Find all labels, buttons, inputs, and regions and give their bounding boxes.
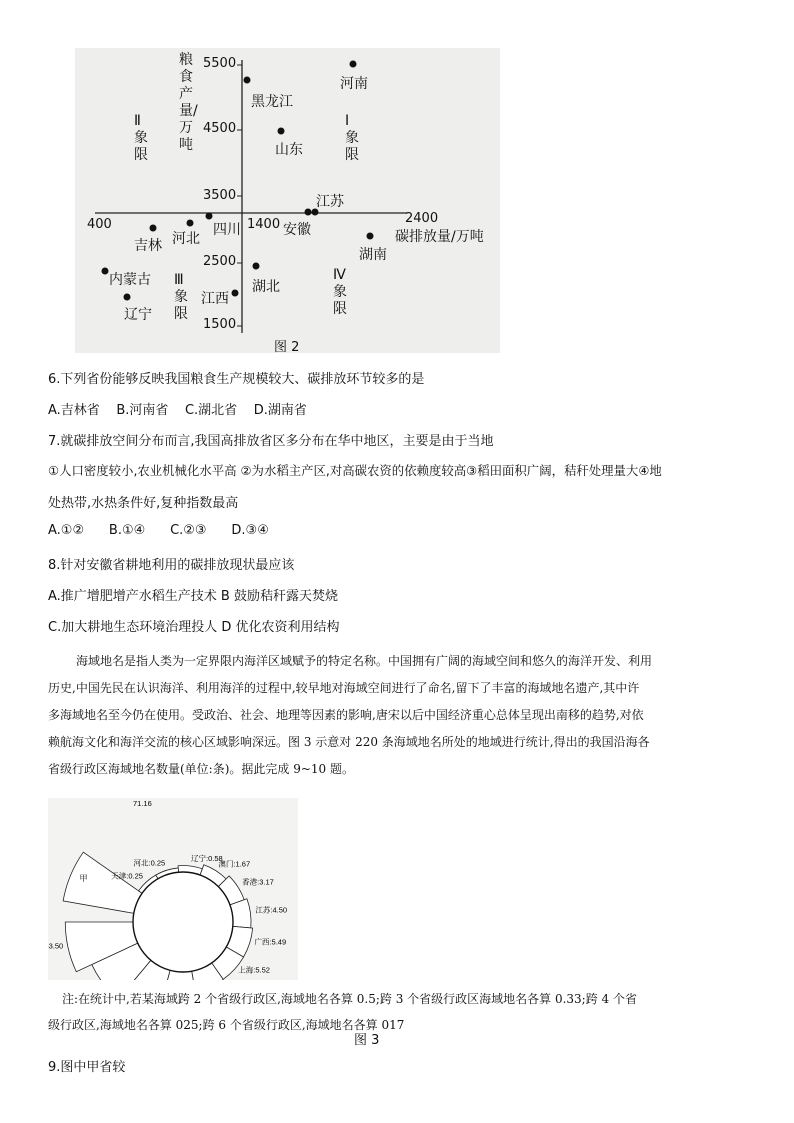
radial-label-上海: 上海:5.52 [238, 965, 270, 975]
quadrant-1-label: Ⅰ象限 [345, 113, 359, 163]
point-label: 江西 [201, 291, 229, 307]
question-7-options [48, 523, 269, 538]
question-6-stem: 6.下列省份能够反映我国粮食生产规模较大、碳排放环节较多的是 [48, 372, 425, 387]
point-label: 湖南 [359, 247, 387, 263]
point-hubei [253, 263, 260, 270]
radial-label-天津: 天津:0.25 [111, 871, 143, 881]
point-label: 山东 [275, 142, 303, 158]
point-sichuan [206, 213, 213, 220]
point-label: 四川 [213, 222, 241, 238]
question-8-options-line2: C.加大耕地生态环境治理投人 D 优化农资利用结构 [48, 620, 340, 635]
x-tick-label: 2400 [405, 211, 439, 226]
passage-line: 海域地名是指人类为一定界限内海洋区域赋予的特定名称。中国拥有广阔的海域空间和悠久的海洋开发、利用 [76, 654, 653, 668]
point-label: 河南 [340, 76, 368, 92]
x-tick-label: 400 [87, 217, 112, 232]
option-d: D.湖南省 [253, 403, 307, 418]
point-label: 河北 [172, 231, 200, 247]
y-tick-label: 4500 [203, 121, 237, 136]
y-axis-label: 粮食产量/万吨 [179, 52, 198, 153]
passage-line: 赖航海文化和海洋交流的核心区域影响深远。图 3 示意对 220 条海域地名所处的地域进行统计,得出的我国沿海各 [48, 735, 650, 749]
radial-label-江苏: 江苏:4.50 [255, 905, 288, 915]
quadrant-3-label: Ⅲ象限 [174, 272, 188, 322]
radial-label-浙江: 3.50 [48, 941, 64, 951]
point-label: 湖北 [252, 279, 280, 295]
point-neimenggu [102, 268, 109, 275]
quadrant-2-label: Ⅱ象限 [134, 113, 148, 163]
point-hunan [367, 233, 374, 240]
radial-label-河北: 河北:0.25 [133, 858, 166, 868]
option-b: B.河南省 [116, 403, 169, 418]
passage-line: 多海域地名至今仍在使用。受政治、社会、地理等因素的影响,唐宋以后中国经济重心总体呈现出南移的趋势,对依 [48, 708, 644, 722]
question-8-options-line1: A.推广增肥增产水稻生产技术 B 鼓励秸秆露天焚烧 [48, 589, 338, 604]
note-line: 注:在统计中,若某海域跨 2 个省级行政区,海域地名各算 0.5;跨 3 个省级行政区海域地名各算 0.33;跨 4 个省 [62, 992, 637, 1006]
option-a: A.①② [48, 523, 85, 538]
point-label: 辽宁 [124, 307, 152, 323]
passage [48, 648, 748, 783]
point-label: 安徽 [283, 222, 311, 238]
option-b: B.①④ [108, 523, 146, 538]
point-label: 黑龙江 [251, 94, 293, 110]
figure-2-scatter [75, 48, 500, 353]
radial-center-circle [133, 872, 233, 972]
figure-3-caption: 图 3 [354, 1033, 380, 1048]
option-c: C.湖北省 [184, 403, 238, 418]
question-7-stem: 7.就碳排放空间分布而言,我国高排放省区多分布在华中地区，主要是由于当地 [48, 434, 494, 449]
option-c: C.②③ [170, 523, 207, 538]
figure-2-caption: 图 2 [274, 340, 300, 355]
passage-line: 省级行政区海域地名数量(单位:条)。据此完成 9~10 题。 [48, 762, 354, 776]
radial-label-辽宁: 辽宁:0.58 [191, 854, 223, 864]
option-d: D.③④ [231, 523, 269, 538]
question-8-stem: 8.针对安徽省耕地利用的碳排放现状最应该 [48, 558, 295, 573]
point-henan [350, 61, 357, 68]
point-liaoning [124, 294, 131, 301]
radial-label-广西: 广西:5.49 [254, 937, 287, 947]
radial-bar-甲 [63, 852, 142, 913]
radial-label-甲: 71.16 [133, 799, 152, 808]
radial-label-澳门: 澳门:1.67 [218, 859, 251, 869]
point-label: 内蒙古 [109, 272, 151, 288]
question-9-stem: 9.图中甲省较 [48, 1060, 126, 1075]
point-jilin [150, 225, 157, 232]
question-6-options [48, 399, 307, 418]
point-shandong [278, 128, 285, 135]
point-hebei [187, 220, 194, 227]
point-label: 吉林 [134, 238, 162, 254]
quadrant-4-label: Ⅳ象限 [333, 267, 347, 317]
x-axis-label: 碳排放量/万吨 [395, 229, 484, 245]
figure-3-radial-chart [48, 798, 298, 980]
radial-label-香港: 香港:3.17 [242, 877, 274, 887]
x-tick-label: 1400 [247, 217, 281, 232]
question-7-statements-line2: 处热带,水热条件好,复种指数最高 [48, 496, 239, 511]
point-heilongjiang [244, 77, 251, 84]
point-jiangxi [232, 290, 239, 297]
option-a: A.吉林省 [48, 403, 100, 418]
note-line: 级行政区,海域地名各算 025;跨 6 个省级行政区,海域地名各算 017 [48, 1018, 405, 1032]
figure-3-note [48, 986, 748, 1038]
point-label: 江苏 [316, 194, 344, 210]
question-7-statements-line1: ①人口密度较小,农业机械化水平高 ②为水稻主产区,对高碳农资的依赖度较高③稻田面积广阔，秸秆处理量大④地 [48, 463, 662, 478]
passage-line: 历史,中国先民在认识海洋、利用海洋的过程中,较早地对海域空间进行了命名,留下了丰富的海域地名遗产,其中许 [48, 681, 640, 695]
radial-label-福建 [63, 978, 99, 980]
y-tick-label: 2500 [203, 254, 237, 269]
y-tick-label: 5500 [203, 56, 237, 71]
point-jiangsu [305, 209, 312, 216]
radial-bar-name: 甲 [79, 873, 88, 883]
y-tick-label: 3500 [203, 188, 237, 203]
radial-bar-chart [48, 798, 298, 980]
y-tick-label: 1500 [203, 317, 237, 332]
